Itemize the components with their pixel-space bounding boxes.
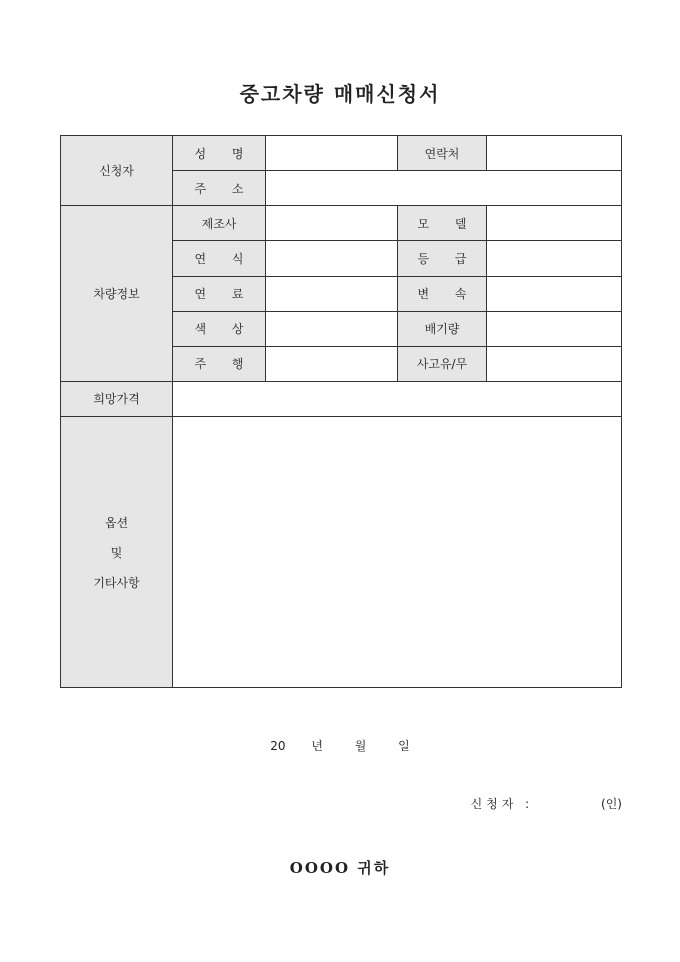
manufacturer-label: 제조사 bbox=[173, 206, 266, 241]
price-label: 희망가격 bbox=[61, 381, 173, 416]
options-label bbox=[61, 417, 173, 688]
price-field[interactable] bbox=[173, 381, 622, 416]
grade-label: 등 급 bbox=[398, 241, 487, 276]
options-label-line2: 및 bbox=[110, 545, 123, 560]
displacement-field[interactable] bbox=[487, 311, 622, 346]
signature-label: 신청자 : bbox=[470, 797, 534, 811]
document-title: 중고차량 매매신청서 bbox=[239, 82, 441, 106]
displacement-label: 배기량 bbox=[398, 311, 487, 346]
name-field[interactable] bbox=[266, 136, 398, 171]
manufacturer-field[interactable] bbox=[266, 206, 398, 241]
addressee: OOOO 귀하 bbox=[289, 859, 391, 877]
grade-field[interactable] bbox=[487, 241, 622, 276]
mileage-label: 주 행 bbox=[173, 346, 266, 381]
fuel-label: 연 료 bbox=[173, 276, 266, 311]
applicant-section-label: 신청자 bbox=[61, 136, 173, 206]
date-line bbox=[0, 737, 680, 754]
contact-field[interactable] bbox=[487, 136, 622, 171]
application-form-table bbox=[60, 135, 622, 688]
fuel-field[interactable] bbox=[266, 276, 398, 311]
contact-label: 연락처 bbox=[398, 136, 487, 171]
color-label: 색 상 bbox=[173, 311, 266, 346]
date-year-prefix: 20 bbox=[270, 739, 286, 753]
transmission-field[interactable] bbox=[487, 276, 622, 311]
color-field[interactable] bbox=[266, 311, 398, 346]
options-label-line1: 옵션 bbox=[104, 515, 129, 530]
address-label: 주 소 bbox=[173, 171, 266, 206]
model-field[interactable] bbox=[487, 206, 622, 241]
signature-line bbox=[471, 795, 622, 812]
options-field[interactable] bbox=[173, 417, 622, 688]
options-label-line3: 기타사항 bbox=[93, 575, 140, 590]
model-label: 모 델 bbox=[398, 206, 487, 241]
accident-label: 사고유/무 bbox=[398, 346, 487, 381]
date-day: 일 bbox=[398, 739, 410, 753]
date-year: 년 bbox=[311, 739, 323, 753]
year-field[interactable] bbox=[266, 241, 398, 276]
transmission-label: 변 속 bbox=[398, 276, 487, 311]
address-field[interactable] bbox=[266, 171, 622, 206]
year-label: 연 식 bbox=[173, 241, 266, 276]
name-label: 성 명 bbox=[173, 136, 266, 171]
seal-placeholder: (인) bbox=[601, 797, 622, 811]
date-month: 월 bbox=[354, 739, 367, 753]
vehicle-section-label: 차량정보 bbox=[61, 206, 173, 382]
accident-field[interactable] bbox=[487, 346, 622, 381]
mileage-field[interactable] bbox=[266, 346, 398, 381]
